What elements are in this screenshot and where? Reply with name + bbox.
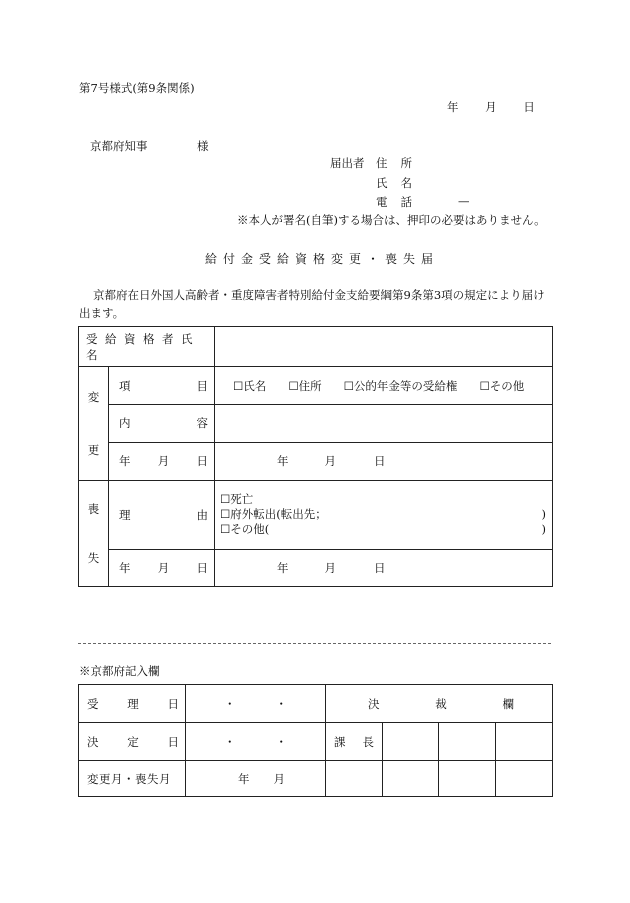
intro-line-1: 京都府在日外国人高齢者・重度障害者特別給付金支給要綱第9条第3項の規定により届け xyxy=(93,288,545,302)
item-label-cell: 項 目 xyxy=(109,367,215,405)
approval-empty-2[interactable] xyxy=(383,761,439,797)
intro-line-2: 出ます。 xyxy=(79,306,125,320)
loss-date-field[interactable]: 年 月 日 xyxy=(215,549,553,586)
change-date-field[interactable]: 年 月 日 xyxy=(215,442,553,480)
section-chief-stamp[interactable] xyxy=(383,723,439,761)
address-label: 住 所 xyxy=(376,156,412,170)
approval-empty-1[interactable] xyxy=(326,761,383,797)
signature-note: ※本人が署名(自筆)する場合は、押印の必要はありません。 xyxy=(237,213,546,227)
decided-date-label-cell: 決 定 日 xyxy=(79,723,186,761)
approval-label-cell: 決 裁 欄 xyxy=(326,685,553,723)
decided-date-field[interactable]: ・ ・ xyxy=(186,723,326,761)
form-number: 第7号様式(第9条関係) xyxy=(79,81,195,95)
date-day: 日 xyxy=(523,100,535,114)
checkbox-address[interactable]: ☐住所 xyxy=(288,378,322,393)
recipient-name-label: 受給資格者氏名 xyxy=(86,331,200,362)
checkbox-other[interactable]: ☐その他 xyxy=(479,378,525,393)
loss-date-label-cell: 年 月 日 xyxy=(109,549,215,586)
office-use-table xyxy=(78,684,553,797)
other-close-paren: ) xyxy=(541,522,546,537)
content-field[interactable] xyxy=(215,405,553,442)
loss-group-char-1: 喪 xyxy=(87,502,100,516)
reason-label-cell: 理 由 xyxy=(109,481,215,550)
change-month-label: 変更月・喪失月 xyxy=(87,771,171,786)
checkbox-pension[interactable]: ☐公的年金等の受給権 xyxy=(343,378,458,393)
header-date xyxy=(447,99,535,115)
applicant-label: 届出者 xyxy=(330,156,365,170)
change-group-char-2: 更 xyxy=(87,443,100,457)
content-label-cell: 内 容 xyxy=(109,405,215,442)
date-year: 年 xyxy=(447,100,459,114)
loss-group-cell xyxy=(79,481,109,587)
name-label: 氏 名 xyxy=(376,176,412,190)
change-group-cell xyxy=(79,367,109,481)
recipient-name-field[interactable] xyxy=(215,327,553,367)
approval-stamp-2[interactable] xyxy=(439,723,496,761)
main-form-table xyxy=(78,326,553,587)
reason-death[interactable]: ☐死亡 xyxy=(220,492,254,507)
reason-moved-out[interactable]: ☐府外転出(転出先； xyxy=(220,507,327,522)
addressee-honorific: 様 xyxy=(197,139,209,153)
recipient-name-label-cell xyxy=(79,327,215,367)
change-month-label-cell xyxy=(79,761,186,797)
loss-group-char-2: 失 xyxy=(87,551,100,565)
reason-other[interactable]: ☐その他( xyxy=(220,522,270,537)
section-chief-label-cell: 課 長 xyxy=(326,723,383,761)
moved-out-close-paren: ) xyxy=(541,507,546,522)
approval-empty-4[interactable] xyxy=(496,761,553,797)
approval-empty-3[interactable] xyxy=(439,761,496,797)
received-date-field[interactable]: ・ ・ xyxy=(186,685,326,723)
document-title: 給付金受給資格変更・喪失届 xyxy=(205,252,440,266)
reason-options xyxy=(215,481,553,550)
phone-label: 電 話 xyxy=(376,195,412,209)
checkbox-name[interactable]: ☐氏名 xyxy=(233,378,267,393)
section-divider xyxy=(78,643,551,644)
date-month: 月 xyxy=(485,100,497,114)
change-group-char-1: 変 xyxy=(87,390,100,404)
office-use-heading: ※京都府記入欄 xyxy=(79,664,160,678)
received-date-label-cell: 受 理 日 xyxy=(79,685,186,723)
phone-dash: — xyxy=(458,194,470,208)
item-options xyxy=(215,367,553,405)
change-date-label-cell: 年 月 日 xyxy=(109,442,215,480)
addressee: 京都府知事 xyxy=(90,139,148,153)
approval-stamp-3[interactable] xyxy=(496,723,553,761)
change-month-field[interactable]: 年 月 xyxy=(186,761,326,797)
